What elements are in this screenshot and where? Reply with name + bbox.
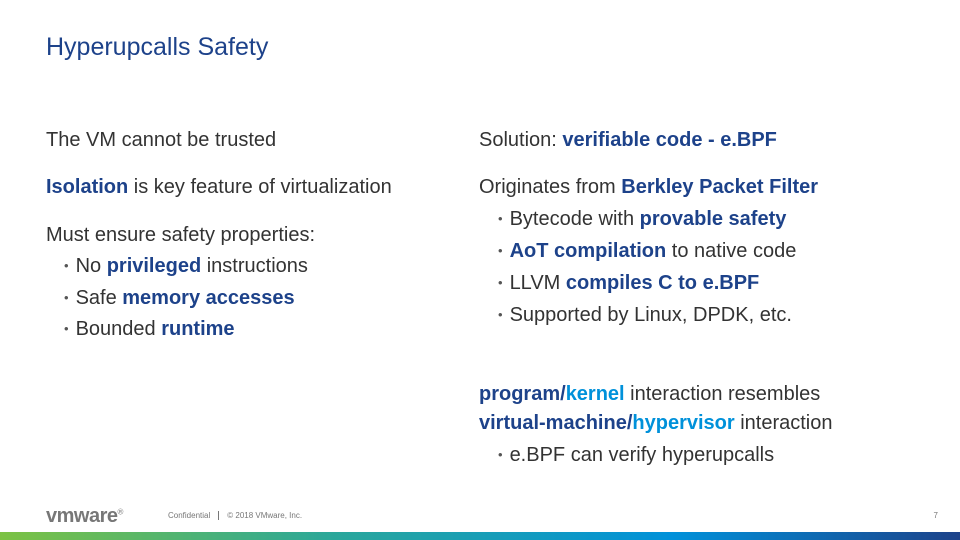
vm-untrusted-text [46, 124, 276, 156]
vmware-logo [46, 505, 123, 528]
logo-text: vmware [46, 505, 118, 527]
bullet-strong: memory accesses [122, 287, 295, 309]
left-bullet-1 [64, 250, 308, 284]
solution-strong: verifiable code - e.BPF [562, 129, 777, 151]
bullet-strong: AoT compilation [509, 240, 667, 262]
left-bullet-3 [64, 313, 235, 347]
kernel-strong: kernel [565, 383, 625, 405]
originates-text [479, 171, 818, 203]
right-bullet-4 [498, 299, 792, 333]
bullet-dot-icon: • [64, 290, 69, 305]
left-bullet-2 [64, 282, 295, 316]
bullet-dot-icon: • [498, 447, 503, 462]
isolation-rest: is key feature of virtualization [128, 176, 392, 198]
bullet-text: e.BPF can verify hyperupcalls [509, 444, 775, 466]
bullet-strong: provable safety [639, 208, 787, 230]
originates-strong: Berkley Packet Filter [621, 176, 819, 198]
bullet-strong: runtime [161, 318, 235, 340]
right-bullet-2 [498, 235, 796, 269]
slide-title: Hyperupcalls Safety [46, 33, 269, 61]
must-ensure-text: Must ensure safety properties: [46, 224, 316, 246]
brand-gradient-bar [0, 532, 960, 540]
confidential-label: Confidential [168, 511, 211, 520]
vm-hypervisor-text [479, 407, 833, 439]
program-kernel-text [479, 378, 820, 410]
bullet-dot-icon: • [498, 211, 503, 226]
bullet-text: instructions [201, 255, 308, 277]
bullet-text: No [75, 255, 107, 277]
slash: / [626, 412, 633, 434]
slash: / [560, 383, 566, 405]
bullet-text: Bytecode with [509, 208, 640, 230]
footer-divider [218, 511, 219, 520]
bullet-strong: compiles C to e.BPF [565, 272, 760, 294]
solution-text [479, 124, 777, 156]
virtual-machine-strong: virtual-machine [479, 412, 627, 434]
bullet-text: Bounded [75, 318, 162, 340]
bullet-text: LLVM [509, 272, 566, 294]
solution-pre: Solution: [479, 129, 563, 151]
originates-pre: Originates from [479, 176, 622, 198]
final-bullet [498, 439, 774, 473]
bullet-text: Supported by Linux, DPDK, etc. [509, 304, 792, 326]
isolation-text [46, 171, 392, 203]
hypervisor-strong: hypervisor [632, 412, 735, 434]
vm-untrusted-label: The VM cannot be trusted [46, 129, 277, 151]
bullet-text: Safe [75, 287, 123, 309]
program-strong: program [479, 383, 561, 405]
isolation-strong: Isolation [46, 176, 129, 198]
bullet-dot-icon: • [498, 275, 503, 290]
bullet-dot-icon: • [498, 307, 503, 322]
bullet-dot-icon: • [498, 243, 503, 258]
logo-mark: ® [117, 507, 123, 517]
page-number: 7 [933, 511, 938, 520]
copyright-label: © 2018 VMware, Inc. [227, 511, 303, 520]
bullet-dot-icon: • [64, 258, 69, 273]
footer-confidential [168, 511, 302, 520]
right-bullet-3 [498, 267, 759, 301]
bullet-strong: privileged [106, 255, 202, 277]
bullet-dot-icon: • [64, 321, 69, 336]
interaction-text: interaction [734, 412, 833, 434]
bullet-text: to native code [666, 240, 797, 262]
right-bullet-1 [498, 203, 786, 237]
interaction-resembles: interaction resembles [624, 383, 821, 405]
